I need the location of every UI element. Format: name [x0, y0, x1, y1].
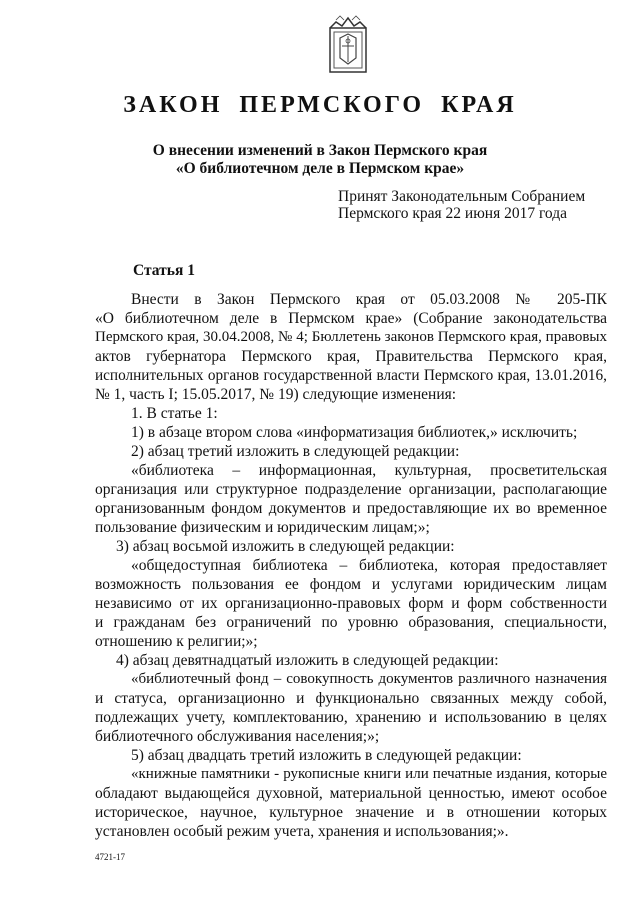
text-line: подлежащих учету, комплектованию, хранению и использованию в целях — [95, 709, 607, 726]
text-line: 1. В статье 1: — [131, 405, 218, 422]
text-line: возможность пользования ее фондом и услугами юридическим лицам — [95, 576, 607, 593]
text-line: «библиотека – информационная, культурная, просветительская — [131, 462, 607, 479]
text-line: «О библиотечном деле в Пермском крае» (Собрание законодательства — [95, 310, 607, 327]
law-subtitle-line-2: «О библиотечном деле в Пермском крае» — [175, 160, 465, 177]
text-line: «общедоступная библиотека – библиотека, которая предоставляет — [131, 557, 607, 574]
text-line: «библиотечный фонд – совокупность документов различного назначения — [131, 671, 607, 687]
adoption-note-line-2: Пермского края 22 июня 2017 года — [338, 205, 567, 222]
text-line: отношению к религии;»; — [95, 633, 258, 650]
text-line: Внести в Закон Пермского края от 05.03.2008 № 205-ПК — [131, 291, 607, 308]
text-line: обладают выдающейся духовной, материальной ценностью, имеют особое — [95, 785, 607, 802]
text-line: и статуса, организационно и функционально связанных между собой, — [95, 690, 607, 707]
law-title: ЗАКОН ПЕРМСКОГО КРАЯ — [123, 92, 517, 118]
text-line: 5) абзац двадцать третий изложить в следующей редакции: — [131, 747, 522, 764]
text-line: 4) абзац девятнадцатый изложить в следующей редакции: — [116, 652, 499, 669]
text-line: 3) абзац восьмой изложить в следующей редакции: — [116, 538, 455, 555]
adoption-note-line-1: Принят Законодательным Собранием — [338, 188, 586, 205]
article-title: Статья 1 — [133, 262, 195, 279]
text-line: исполнительных органов государственной власти Пермского края, 13.01.2016, — [95, 367, 607, 384]
text-line: 2) абзац третий изложить в следующей редакции: — [131, 443, 460, 460]
text-line: и гражданам без ограничений по уровню образования, специальности, — [95, 614, 607, 631]
coat-of-arms-emblem — [328, 14, 368, 76]
text-line: актов губернатора Пермского края, Правительства Пермского края, — [95, 348, 607, 365]
text-line: библиотечного обслуживания населения;»; — [95, 728, 380, 745]
text-line: № 1, часть I; 15.05.2017, № 19) следующие изменения: — [95, 386, 457, 403]
text-line: 1) в абзаце втором слова «информатизация библиотек,» исключить; — [131, 424, 578, 441]
text-line: организованным фондом документов и предоставляющие их во временное — [95, 500, 607, 517]
text-line: Пермского края, 30.04.2008, № 4; Бюллетень законов Пермского края, правовых — [95, 329, 607, 345]
document-code: 4721-17 — [95, 852, 125, 862]
text-line: историческое, научное, культурное значение и в отношении которых — [95, 804, 607, 821]
text-line: пользование физическим и юридическим лицам;»; — [95, 519, 430, 536]
text-line: «книжные памятники - рукописные книги или печатные издания, которые — [131, 766, 607, 782]
text-line: организация или структурное подразделение организации, располагающие — [95, 481, 607, 498]
text-line: установлен особый режим учета, хранения и использования;». — [95, 823, 509, 840]
law-subtitle-line-1: О внесении изменений в Закон Пермского края — [152, 142, 488, 159]
text-line: независимо от их организационно-правовых форм и форм собственности — [95, 595, 607, 612]
